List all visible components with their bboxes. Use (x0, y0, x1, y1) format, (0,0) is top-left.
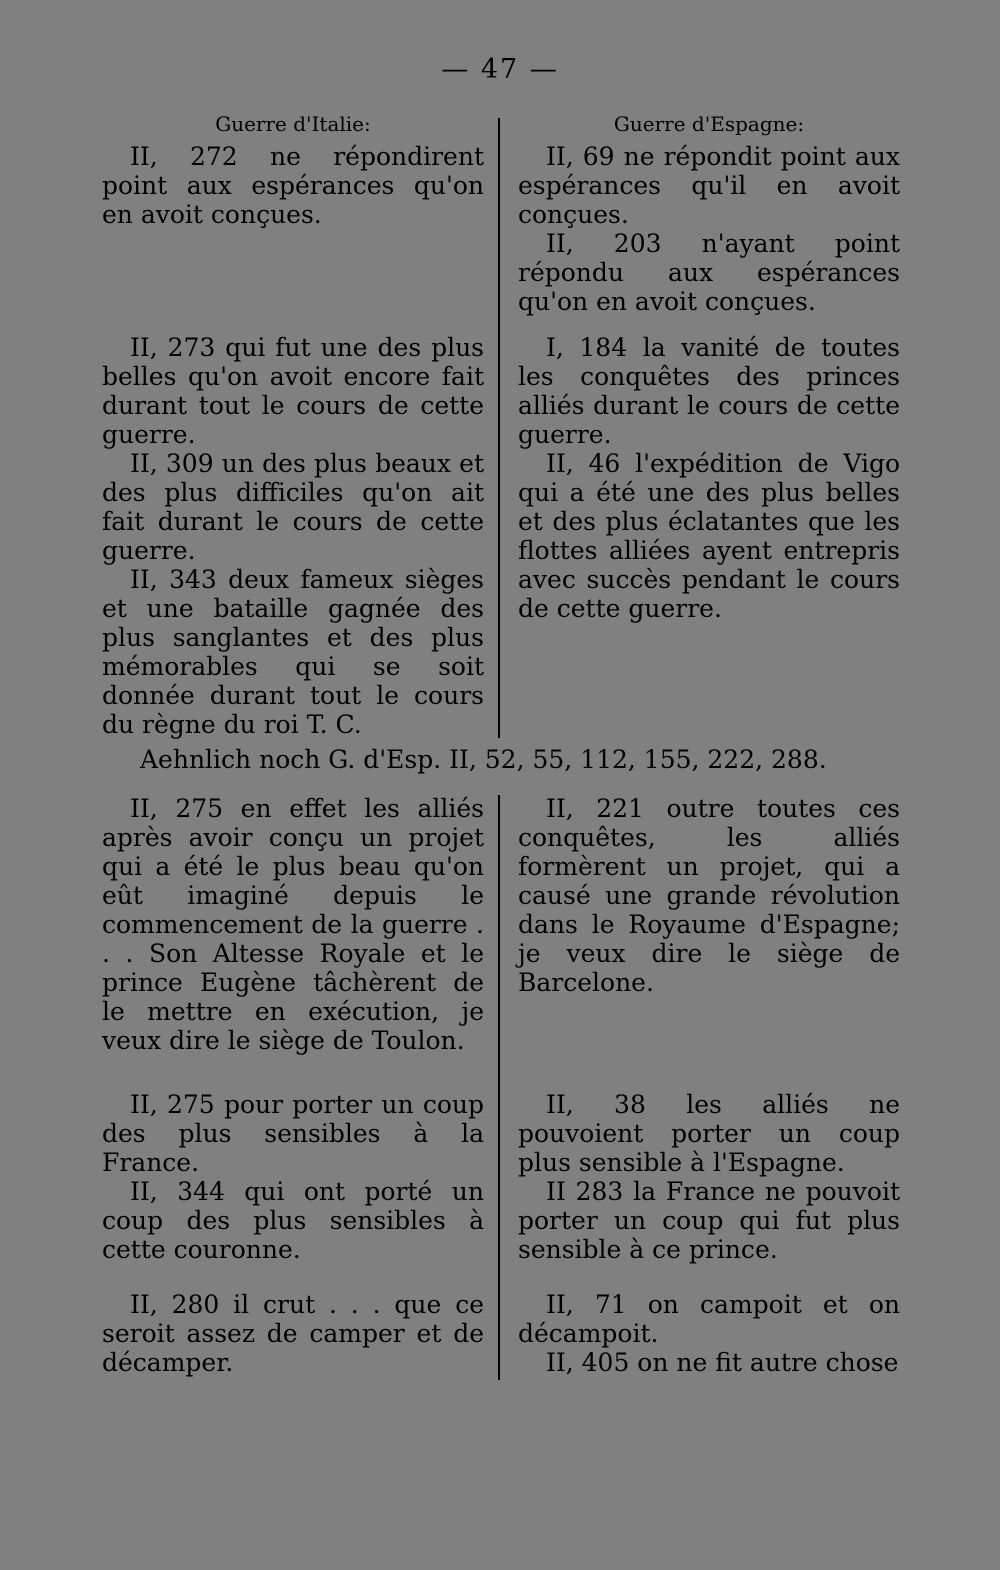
entry-text: II, 203 n'ayant point répondu aux espérances qu'on en avoit conçues. (518, 229, 900, 316)
similar-references-line: Aehnlich noch G. d'Esp. II, 52, 55, 112, 155, 222, 288. (140, 745, 827, 774)
section-4-right (518, 1090, 900, 1264)
entry-text: II, 309 un des plus beaux et des plus difficiles qu'on ait fait durant le cours de cette guerre. (102, 449, 484, 565)
entry-text: I, 184 la vanité de toutes les conquêtes des princes alliés durant le cours de cette guerre. (518, 333, 900, 449)
column-heading-italy: Guerre d'Italie: (215, 112, 371, 136)
entry-text: II, 280 il crut . . . que ce seroit assez de camper et de décamper. (102, 1290, 484, 1377)
column-divider-upper (498, 118, 500, 738)
section-1-left (102, 142, 484, 229)
section-3-right (518, 794, 900, 997)
entry-text: II, 343 deux fameux sièges et une bataille gagnée des plus sanglantes et des plus mémorables qui se soit donnée durant tout le cours du règne du roi T. C. (102, 565, 484, 739)
section-2-right (518, 333, 900, 623)
section-5-right (518, 1290, 900, 1377)
entry-text: II, 273 qui fut une des plus belles qu'on avoit encore fait durant tout le cours de cette guerre. (102, 333, 484, 449)
entry-text: II, 405 on ne fit autre chose (546, 1348, 899, 1377)
column-heading-spain: Guerre d'Espagne: (613, 112, 805, 136)
page-number: — 47 — (441, 54, 559, 85)
entry-text: II, 275 pour porter un coup des plus sensibles à la France. (102, 1090, 484, 1177)
entry-text: II, 221 outre toutes ces conquêtes, les alliés formèrent un projet, qui a causé une grande révolution dans le Royaume d'Espagne; je veux dire le siège de Barcelone. (518, 794, 900, 997)
entry-text: II 283 la France ne pouvoit porter un coup qui fut plus sensible à ce prince. (518, 1177, 900, 1264)
entry-text: II, 38 les alliés ne pouvoient porter un coup plus sensible à l'Espagne. (518, 1090, 900, 1177)
entry-text: II, 272 ne répondirent point aux espérances qu'on en avoit conçues. (102, 142, 484, 229)
section-4-left (102, 1090, 484, 1264)
entry-text: II, 71 on campoit et on décampoit. (518, 1290, 900, 1348)
entry-text: II, 69 ne répondit point aux espérances qu'il en avoit conçues. (518, 142, 900, 229)
section-3-left (102, 794, 484, 1055)
section-2-left (102, 333, 484, 739)
section-5-left (102, 1290, 484, 1377)
section-1-right (518, 142, 900, 316)
entry-text: II, 275 en effet les alliés après avoir conçu un projet qui a été le plus beau qu'on eût imaginé depuis le commencement de la guerre . . . Son Altesse Royale et le prince Eugène tâchèrent de le mettre en exécution, je veux dire le siège de Toulon. (102, 794, 484, 1055)
entry-text: II, 46 l'expédition de Vigo qui a été une des plus belles et des plus éclatantes que les flottes alliées ayent entrepris avec succès pendant le cours de cette guerre. (518, 449, 900, 623)
entry-text: II, 344 qui ont porté un coup des plus sensibles à cette couronne. (102, 1177, 484, 1264)
column-divider-lower (498, 795, 500, 1380)
